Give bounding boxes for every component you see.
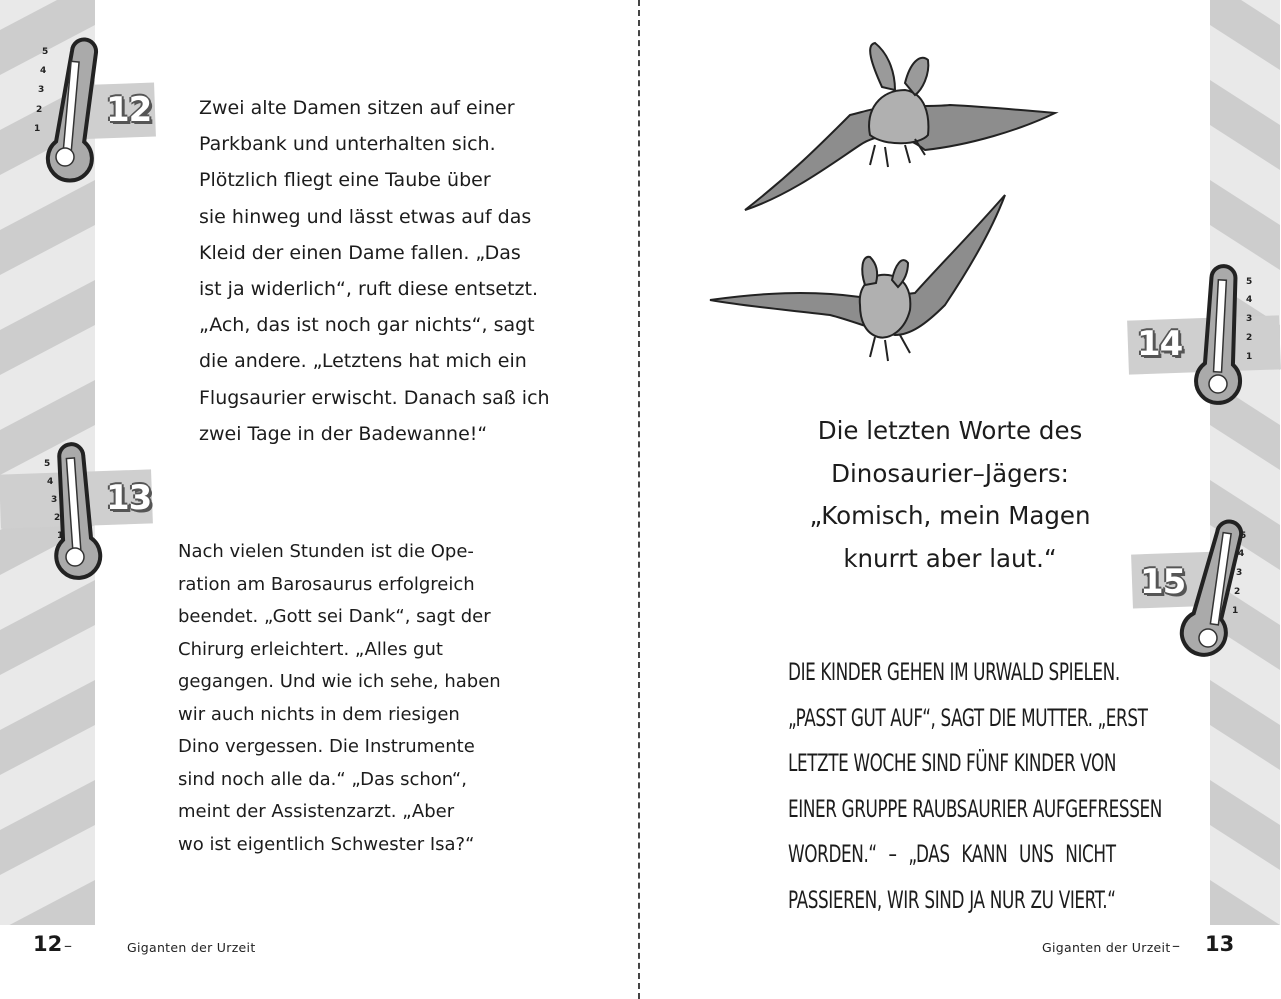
text-line: PASSIEREN, WIR SIND JA NUR ZU VIERT.“ [788,885,1116,914]
text-line: EINER GRUPPE RAUBSAURIER AUFGEFRESSEN [788,794,1162,823]
text-line: ration am Barosaurus erfolgreich [178,573,475,595]
svg-text:3: 3 [1236,568,1243,578]
text-line: wo ist eigentlich Schwester Isa?“ [178,833,475,855]
svg-text:3: 3 [1246,314,1253,324]
text-line: Plötzlich fliegt eine Taube über [199,169,491,192]
running-title: Giganten der Urzeit [127,940,256,955]
text-line: LETZTE WOCHE SIND FÜNF KINDER VON [788,749,1117,777]
joke-13-text [178,536,501,861]
text-line: „Ach, das ist noch gar nichts“, sagt [199,314,535,337]
svg-text:3: 3 [38,85,45,95]
text-line: Die letzten Worte des [817,416,1083,445]
text-line: zwei Tage in der Badewanne!“ [199,422,488,445]
joke-14-text [760,410,1140,580]
svg-text:1: 1 [1246,352,1253,362]
joke-number: 15 [1140,562,1186,602]
text-line: Zwei alte Damen sitzen auf einer [199,97,515,119]
text-line: Nach vielen Stunden ist die Ope- [178,541,474,562]
joke-number: 14 [1137,324,1183,364]
footer [0,925,638,999]
text-line: meint der Assistenzarzt. „Aber [178,801,455,822]
svg-text:2: 2 [1234,587,1241,597]
left-page [0,0,640,999]
joke-12-text [199,90,550,452]
thermometer-icon [36,40,102,190]
page-number: 12 [33,932,63,956]
text-line: ist ja widerlich“, ruft diese entsetzt. [199,278,539,301]
joke-number: 13 [106,478,152,518]
running-title: Giganten der Urzeit [1042,940,1171,955]
svg-text:3: 3 [51,495,58,505]
text-line: WORDEN.“ – „DAS KANN UNS NICHT [788,840,1116,868]
text-line: Flugsaurier erwischt. Danach saß ich [199,386,550,409]
text-line: Dino vergessen. Die Instrumente [178,736,475,757]
text-line: wir auch nichts in dem riesigen [178,703,460,725]
text-line: sie hinweg und lässt etwas auf das [199,205,532,228]
thermometer-icon [1178,518,1248,666]
bat-illustration [700,35,1120,385]
svg-text:1: 1 [1232,606,1239,616]
svg-text:5: 5 [1240,531,1247,541]
thermometer-icon [44,444,114,589]
svg-text:2: 2 [1246,333,1253,343]
text-line: DIE KINDER GEHEN IM URWALD SPIELEN. [788,658,1120,686]
text-line: Chirurg erleichtert. „Alles gut [178,638,443,660]
text-line: Kleid der einen Dame fallen. „Das [199,241,521,264]
chevron-pattern-right [1210,0,1280,925]
page-number: 13 [1205,932,1235,956]
thermometer-icon [1194,264,1264,414]
joke-number: 12 [106,90,152,130]
svg-text:2: 2 [54,513,61,523]
text-line: beendet. „Gott sei Dank“, sagt der [178,606,491,627]
text-line: Dinosaurier–Jägers: [831,458,1069,488]
svg-text:4: 4 [1246,295,1253,305]
svg-text:2: 2 [36,105,43,115]
text-line: die andere. „Letztens hat mich ein [199,350,527,373]
svg-text:1: 1 [34,124,41,134]
svg-text:1: 1 [57,531,64,541]
text-line: sind noch alle da.“ „Das schon“, [178,768,467,790]
joke-15-text [788,650,1162,923]
svg-text:5: 5 [42,47,49,57]
svg-text:4: 4 [47,477,54,487]
text-line: gegangen. Und wie ich sehe, haben [178,671,501,692]
svg-text:5: 5 [44,459,51,469]
footer-dash: – [1172,936,1180,955]
footer-dash: – [64,936,72,955]
svg-text:5: 5 [1246,277,1253,287]
text-line: knurrt aber laut.“ [843,543,1057,573]
text-line: „PASST GUT AUF“, SAGT DIE MUTTER. „ERST [788,703,1148,732]
text-line: Parkbank und unterhalten sich. [199,133,496,156]
svg-text:4: 4 [40,66,47,76]
svg-text:4: 4 [1238,549,1245,559]
text-line: „Komisch, mein Magen [809,501,1091,530]
footer [640,925,1280,999]
right-page [640,0,1280,999]
